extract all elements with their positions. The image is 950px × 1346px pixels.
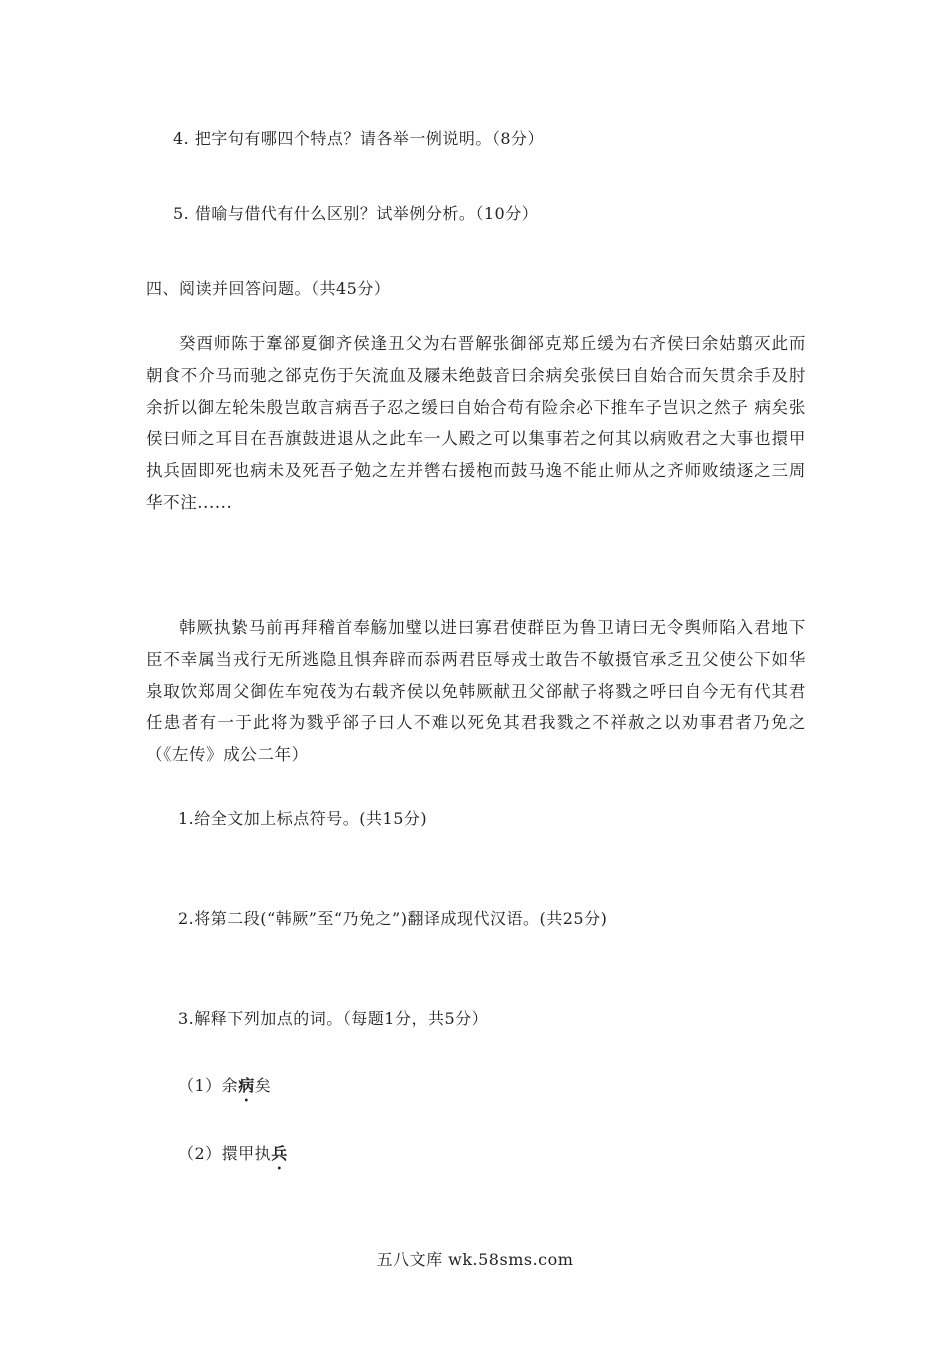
passage-2: 韩厥执絷马前再拜稽首奉觞加璧以进曰寡君使群臣为鲁卫请曰无令舆师陷入君地下臣不幸属当戎行无所逃隐且惧奔辟而忝两君臣辱戎士敢告不敏摄官承乏丑父使公下如华泉取饮郑周父御佐车宛茷为右载齐侯以免韩厥献丑父郤献子将戮之呼曰自今无有代其君任患者有一于此将为戮乎郤子曰人不难以死免其君我戮之不祥赦之以劝事君者乃免之 （《左传》成公二年） bbox=[146, 618, 806, 765]
word-item-prefix: （1）余 bbox=[178, 1076, 239, 1095]
question-5: 5. 借喻与借代有什么区别？试举例分析。（10分） bbox=[173, 204, 539, 223]
section-title: 四、阅读并回答问题。（共45分） bbox=[146, 279, 391, 298]
footer-watermark: 五八文库 wk.58sms.com bbox=[376, 1250, 574, 1269]
sub-question-3: 3.解释下列加点的词。（每题1分，共5分） bbox=[178, 1009, 489, 1028]
sub-question-1: 1.给全文加上标点符号。(共15分) bbox=[178, 809, 428, 828]
dotted-word: 病 bbox=[238, 1076, 255, 1095]
question-4: 4. 把字句有哪四个特点？请各举一例说明。（8分） bbox=[173, 129, 545, 148]
word-item-1 bbox=[178, 1073, 271, 1105]
passage-1: 癸酉师陈于鞌郤夏御齐侯逢丑父为右晋解张御郤克郑丘缓为右齐侯曰余姑翦灭此而朝食不介马而驰之郤克伤于矢流血及屦未绝鼓音曰余病矣张侯曰自始合而矢贯余手及肘余折以御左轮朱殷岂敢言病吾子忍之缓曰自始合苟有险余必下推车子岂识之然子 病矣张侯曰师之耳目在吾旗鼓进退从之此车一人殿之可以集事若之何其以病败君之大事也擐甲执兵固即死也病未及死吾子勉之左并辔右援枹而鼓马逸不能止师从之齐师败绩逐之三周华不注...... bbox=[146, 334, 806, 512]
dotted-word: 兵 bbox=[271, 1144, 288, 1163]
word-item-prefix: （2）擐甲执 bbox=[178, 1144, 272, 1163]
word-item-suffix: 矣 bbox=[254, 1076, 272, 1095]
word-item-2 bbox=[178, 1141, 288, 1173]
sub-question-2: 2.将第二段(“韩厥”至“乃免之”)翻译成现代汉语。(共25分) bbox=[178, 909, 608, 928]
